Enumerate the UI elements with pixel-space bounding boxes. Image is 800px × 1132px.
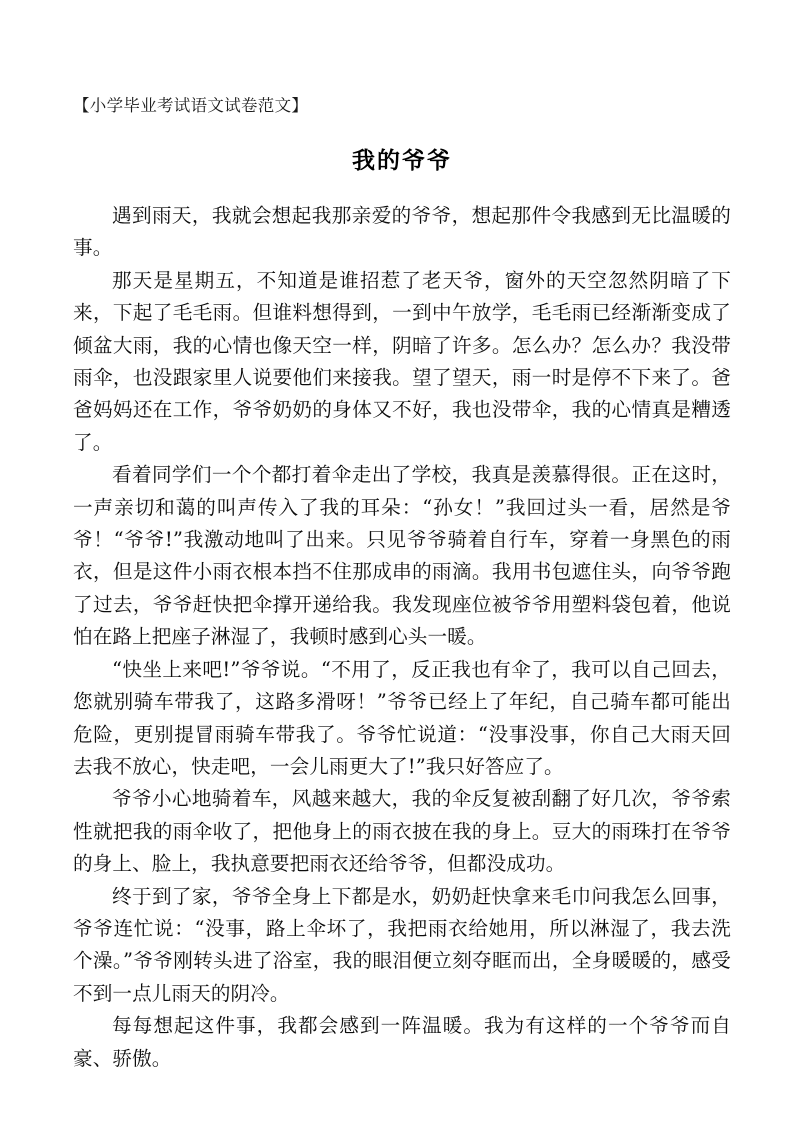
article-body (73, 200, 731, 1075)
paragraph: 看着同学们一个个都打着伞走出了学校，我真是羡慕得很。正在这时，一声亲切和蔼的叫声传入了我的耳朵：“孙女！”我回过头一看，居然是爷爷！“爷爷!”我激动地叫了出来。只见爷爷骑着自行车，穿着一身黑色的雨衣，但是这件小雨衣根本挡不住那成串的雨滴。我用书包遮住头，向爷爷跑了过去，爷爷赶快把伞撑开递给我。我发现座位被爷爷用塑料袋包着，他说怕在路上把座子淋湿了，我顿时感到心头一暖。 (73, 463, 731, 649)
page-title: 我的爷爷 (352, 148, 452, 174)
paragraph: 每每想起这件事，我都会感到一阵温暖。我为有这样的一个爷爷而自豪、骄傲。 (73, 1014, 731, 1070)
paragraph: 遇到雨天，我就会想起我那亲爱的爷爷，想起那件令我感到无比温暖的事。 (73, 204, 731, 260)
page-content-column (73, 0, 731, 1075)
paragraph: “快坐上来吧!”爷爷说。“不用了，反正我也有伞了，我可以自己回去，您就别骑车带我了，这路多滑呀！”爷爷已经上了年纪，自己骑车都可能出危险，更别提冒雨骑车带我了。爷爷忙说道：“没事没事，你自己大雨天回去我不放心，快走吧，一会儿雨更大了!”我只好答应了。 (73, 657, 731, 778)
paragraph: 终于到了家，爷爷全身上下都是水，奶奶赶快拿来毛巾问我怎么回事，爷爷连忙说：“没事，路上伞坏了，我把雨衣给她用，所以淋湿了，我去洗个澡。”爷爷刚转头进了浴室，我的眼泪便立刻夺眶而出，全身暖暖的，感受不到一点儿雨天的阴冷。 (73, 884, 731, 1005)
paragraph: 那天是星期五，不知道是谁招惹了老天爷，窗外的天空忽然阴暗了下来，下起了毛毛雨。但谁料想得到，一到中午放学，毛毛雨已经渐渐变成了倾盆大雨，我的心情也像天空一样，阴暗了许多。怎么办？怎么办？我没带雨伞，也没跟家里人说要他们来接我。望了望天，雨一时是停不下来了。爸爸妈妈还在工作，爷爷奶奶的身体又不好，我也没带伞，我的心情真是糟透了。 (73, 268, 731, 454)
document-header-note: 【小学毕业考试语文试卷范文】 (73, 96, 309, 115)
paragraph: 爷爷小心地骑着车，风越来越大，我的伞反复被刮翻了好几次，爷爷索性就把我的雨伞收了，把他身上的雨衣披在我的身上。豆大的雨珠打在爷爷的身上、脸上，我执意要把雨衣还给爷爷，但都没成功。 (73, 787, 731, 876)
